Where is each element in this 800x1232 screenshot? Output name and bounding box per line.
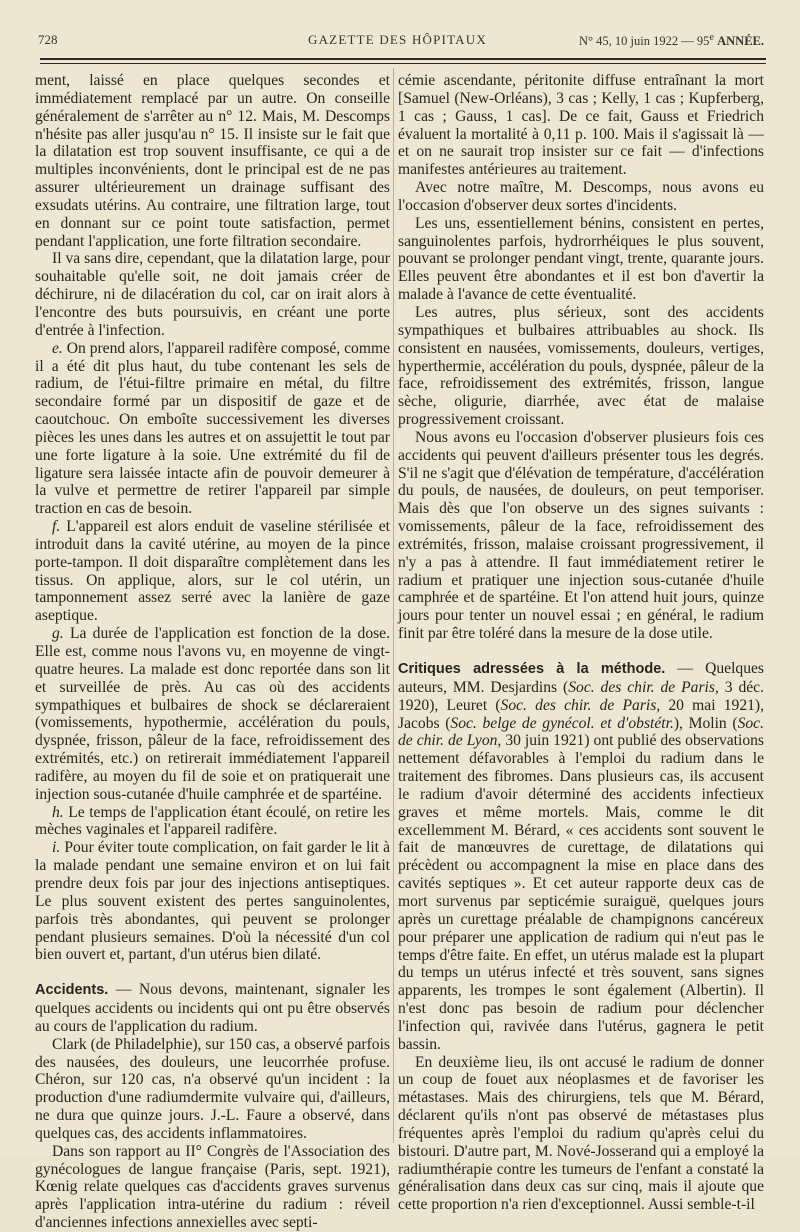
paragraph (35, 340, 390, 518)
right-column (398, 72, 764, 1214)
section-heading-accidents: Accidents. (35, 982, 109, 999)
paragraph: Dans son rapport au II° Congrès de l'Association des gynécologues de langue française (Paris, sept. 1921), Kœnig relate quelques cas d'accidents graves survenus après l'application intra-utérine du radium : réveil d'anciennes infections annexielles avec septi- (35, 1142, 390, 1232)
item-label: i. (52, 839, 61, 857)
paragraph-text: 20 mai 1921), Jacobs ( (398, 696, 764, 732)
citation: Soc. de chir. de Lyon, (398, 714, 764, 750)
citation: Soc. belge de gynécol. et d'obstétr. (450, 714, 674, 732)
paragraph: Les uns, essentiellement bénins, consistent en pertes, sanguinolentes parfois, hydrorrhéiques le plus souvent, pouvant se prolonger pendant vingt, trente, quarante jours. Elles peuvent être abondantes et il est bon d'avertir la malade à l'avance de cette éventualité. (398, 214, 764, 304)
paragraph-text: — Nous devons, maintenant, signaler les quelques accidents ou incidents qui ont pu être observés au cours de l'application du radium. (35, 981, 390, 1035)
column-divider (393, 68, 394, 1143)
paragraph-text: 30 juin 1921) ont publié des observations nettement défavorables à l'emploi du radium dans le traitement des fibromes. Dans plusieurs cas, ils accusent le radium d'avoir déterminé des accidents infectieux graves et même mortels. Mais, comme le dit excellemment M. Bérard, « ces accidents sont souvent le fait de manœuvres de curettage, de dilatations qui précèdent ou accompagnent la mise en place dans des cavités septiques ». Et cet auteur rapporte deux cas de mort survenus par septicémie suraiguë, quelques jours après un curettage préalable de champignons cancéreux pour préparer une application de radium qui n'eut pas le temps d'être faite. En effet, un utérus malade est la plupart du temps un utérus infecté et très souvent, sans signes apparents, les trompes le sont également (Albertin). Il n'est donc pas besoin de radium pour déclencher l'infection qui, ravivée dans l'utérus, gagnera le petit bassin. (398, 732, 764, 1053)
issue-superscript: e (709, 32, 714, 43)
paragraph (35, 804, 390, 840)
paragraph-text: La durée de l'application est fonction de la dose. Elle est, comme nous l'avons vu, en moyenne de vingt-quatre heures. La malade est donc reportée dans son lit et surveillée de près. Au cas où des accidents sympathiques et bulbaires de shock se déclareraient (vomissements, hypothermie, accélération du pouls, dyspnée, frisson, pâleur de la face, refroidissement des extrémités, etc.) on retirerait immédiatement l'appareil radifère, au moyen du fil de soie et on pratiquerait une injection sous-cutanée d'huile camphrée et de spartéine. (35, 625, 390, 803)
issue-number-date: N° 45, 10 juin 1922 — 95 (579, 34, 710, 49)
citation: Soc. des chir. de Paris, (500, 696, 661, 714)
paragraph (35, 518, 390, 625)
paragraph-text: ), Molin ( (673, 714, 738, 732)
section-paragraph (398, 660, 764, 1054)
paragraph-text: L'appareil est alors enduit de vaseline stérilisée et introduit dans la cavité utérine, au moyen de la pince porte-tampon. Il doit disparaître complètement dans les tissus. On applique, alors, sur le col utérin, un tamponnement assez serré avec la lanière de gaze aseptique. (35, 518, 390, 625)
paragraph: Les autres, plus sérieux, sont des accidents sympathiques et bulbaires attribuables au shock. Ils consistent en nausées, vomissements, douleurs, vertiges, hyperthermie, accélération du pouls, dyspnée, pâleur de la face, refroidissement des extrémités, frisson, langue sèche, oligurie, diarrhée, avec état de malaise progressivement croissant. (398, 303, 764, 429)
paragraph-text: 3 déc. 1920), Leuret ( (398, 678, 764, 714)
section-heading-critiques: Critiques adressées à la méthode. (398, 661, 666, 677)
section-paragraph (35, 981, 390, 1036)
running-header (38, 30, 764, 52)
paragraph: Il va sans dire, cependant, que la dilatation large, pour souhaitable qu'elle soit, ne doit jamais créer de déchirure, ni de dilacération du col, car on irait alors à l'encontre des buts poursuivis, en créant une porte d'entrée à l'infection. (35, 250, 390, 339)
page-number: 728 (38, 32, 58, 47)
paragraph: ment, laissé en place quelques secondes et immédiatement remplacé par un autre. On conseille généralement de s'arrêter au n° 12. Mais, M. Descomps n'hésite pas aller jusqu'au n° 15. Il insiste sur le fait que la dilatation est trop souvent insuffisante, ce qui a de multiples inconvénients, dont le principal est de ne pas assurer ultérieurement un drainage suffisant des exsudats utérins. Au contraire, une filtration large, tout en donnant sur ce point toute satisfaction, permet pendant l'application, une forte filtration secondaire. (35, 72, 390, 250)
item-label: e. (52, 339, 63, 357)
paragraph (35, 839, 390, 964)
left-column (35, 72, 390, 1232)
header-rule-thin (40, 63, 766, 64)
header-rule-thick (40, 58, 766, 60)
item-label: g. (52, 625, 64, 643)
paragraph: Nous avons eu l'occasion d'observer plusieurs fois ces accidents qui peuvent d'ailleurs présenter tous les degrés. S'il ne s'agit que d'élévation de température, d'accélération du pouls, de nausées, de douleurs, on peut temporiser. Mais dès que l'on observe un des signes suivants : vomissements, pâleur de la face, refroidissement des extrémités, frisson, malaise croissant progressivement, il n'y a pas à attendre. Il faut immédiatement retirer le radium et pratiquer une injection sous-cutanée d'huile camphrée et de spartéine. Et l'on attend huit jours, quinze jours pour tenter un nouvel essai ; en général, le radium finit par être toléré dans la mesure de la dose utile. (398, 428, 764, 643)
issue-year-label: ANNÉE. (717, 34, 764, 49)
paragraph: Avec notre maître, M. Descomps, nous avons eu l'occasion d'observer deux sortes d'incidents. (398, 179, 764, 214)
citation: Soc. des chir. de Paris, (568, 678, 719, 696)
paragraph: cémie ascendante, péritonite diffuse entraînant la mort [Samuel (New-Orléans), 3 cas ; Kelly, 1 cas ; Kupferberg, 1 cas ; Gauss, 1 cas]. De ce fait, Gauss et Friedrich évaluent la mortalité à 0,11 p. 100. Mais il s'agissait là — et on ne saurait trop insister sur ce fait — d'infections manifestes antérieures au traitement. (398, 72, 764, 179)
paragraph: En deuxième lieu, ils ont accusé le radium de donner un coup de fouet aux néoplasmes et de favoriser les métastases. Mais des chirurgiens, tels que M. Bérard, déclarent qu'ils n'ont pas observé de métastases plus fréquentes après l'emploi du radium qu'après celui du bistouri. D'autre part, M. Nové-Josserand qui a employé la radiumthérapie contre les tumeurs de l'enfant a constaté la généralisation dans deux cas sur cinq, mais il ajoute que cette proportion n'a rien d'exceptionnel. Aussi semble-t-il (398, 1053, 764, 1214)
paragraph-text: Pour éviter toute complication, on fait garder le lit à la malade pendant une semaine environ et on lui fait prendre deux fois par jour des injections antiseptiques. Le plus souvent existent des pertes sanguinolentes, parfois très abondantes, qui peuvent se prolonger pendant plusieurs semaines. D'où la nécessité d'un col bien ouvert et, partant, d'un utérus bien dilaté. (35, 839, 390, 964)
issue-info (579, 32, 764, 49)
paragraph-text: — Quelques auteurs, MM. Desjardins ( (398, 660, 764, 696)
paragraph-text: On prend alors, l'appareil radifère composé, comme il a été dit plus haut, du tube contenant les sels de radium, de l'étui-filtre primaire en métal, du filtre secondaire formé par un dispositif de gaze et de caoutchouc. On emboîte successivement les diverses pièces les unes dans les autres et on assujettit le tout par une forte ligature à la soie. Une extrémité du fil de ligature sera laissée intacte afin de pouvoir demeurer à la vulve et permettre de retirer l'appareil par simple traction en cas de besoin. (35, 339, 390, 518)
paragraph-text: Le temps de l'application étant écoulé, on retire les mèches vaginales et l'appareil radifère. (35, 803, 390, 839)
journal-title: GAZETTE DES HÔPITAUX (308, 32, 487, 47)
item-label: f. (52, 518, 61, 536)
item-label: h. (52, 803, 64, 821)
paragraph (35, 625, 390, 803)
paragraph: Clark (de Philadelphie), sur 150 cas, a observé parfois des nausées, des douleurs, une leucorrhée profuse. Chéron, sur 120 cas, n'a observé qu'un incident : la production d'une radiumdermite vulvaire qui, d'ailleurs, ne dura que quinze jours. J.-L. Faure a observé, dans quelques cas, des accidents inflammatoires. (35, 1035, 390, 1142)
